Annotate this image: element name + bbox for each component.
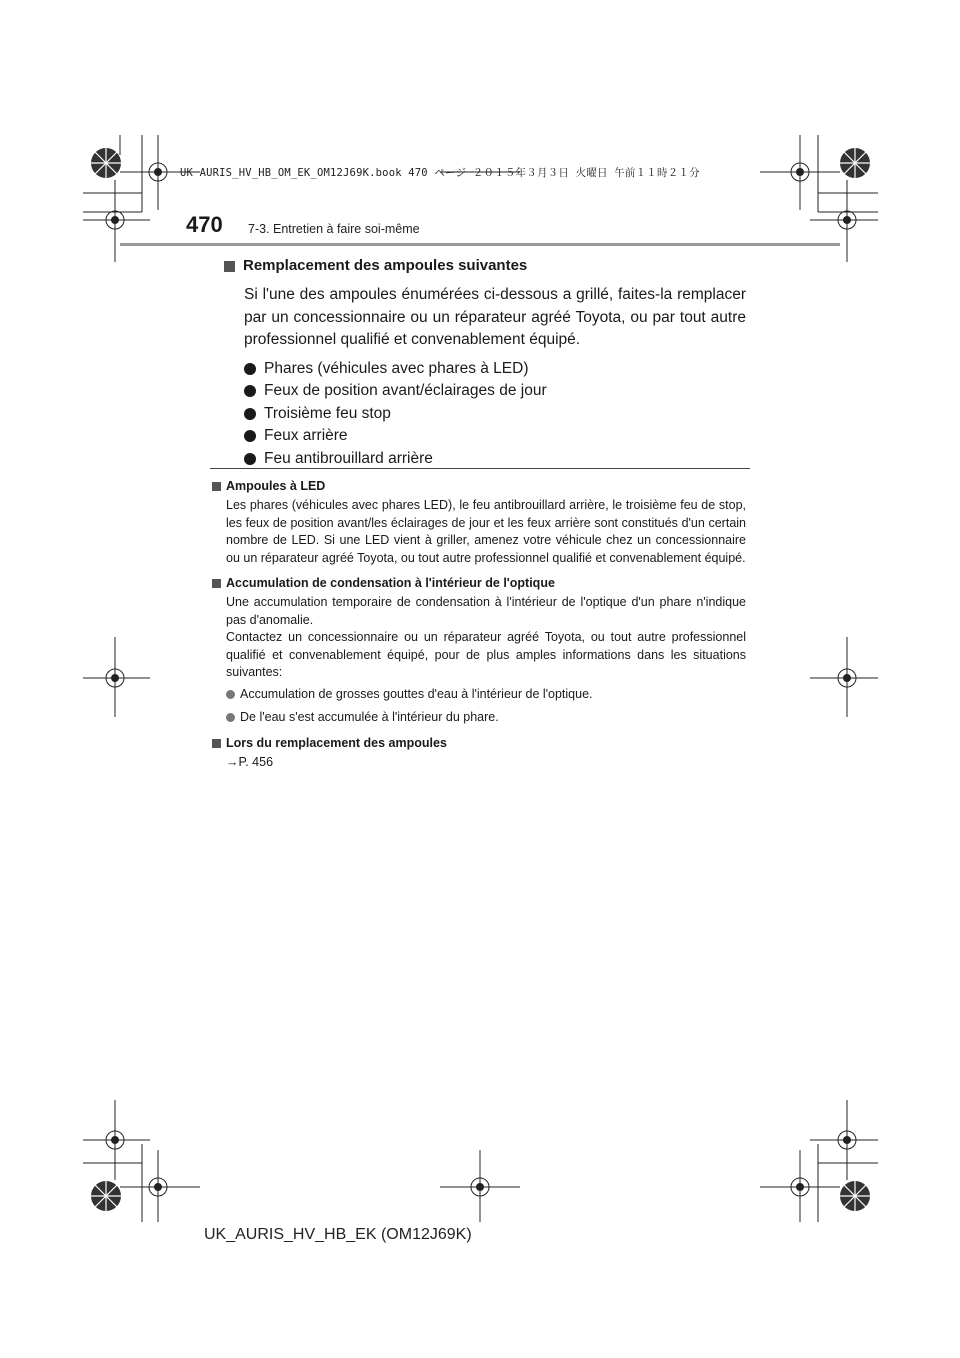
bullet-dot-icon [244,363,256,375]
page-reference-link[interactable]: →P. 456 [226,754,274,769]
list-item: Feux arrière [244,425,746,448]
section-divider [210,468,750,469]
bullet-dot-icon [244,385,256,397]
note-text: Les phares (véhicules avec phares LED), le feu antibrouillard arrière, le troisième feu de stop, les feux de position avant/les éclairages de jour et les feux arrière sont constitués d'un certain nombre de LED. Si une LED vient à griller, amenez votre véhicule chez un concessionnaire ou un réparateur agréé Toyota, ou tout autre professionnel qualifié et convenablement équipé. [226,498,746,565]
bullet-dot-icon [226,690,235,699]
bullet-dot-icon [226,713,235,722]
section-title: 7-3. Entretien à faire soi-même [248,222,420,236]
bullet-dot-icon [244,453,256,465]
square-bullet-icon [212,739,221,748]
square-bullet-icon [212,482,221,491]
note-heading: Accumulation de condensation à l'intérieur de l'optique [212,575,746,592]
note-condensation [212,575,746,727]
header-rule [120,243,840,246]
page-number: 470 [186,212,223,237]
notes-section [212,478,746,779]
note-heading: Ampoules à LED [212,478,746,495]
square-bullet-icon [212,579,221,588]
bulb-list [244,358,746,471]
list-item: Accumulation de grosses gouttes d'eau à l'intérieur de l'optique. [226,686,746,704]
note-text: Une accumulation temporaire de condensation à l'intérieur de l'optique d'un phare n'indique pas d'anomalie. [226,595,746,627]
list-item: De l'eau s'est accumulée à l'intérieur du phare. [226,709,746,727]
list-item: Troisième feu stop [244,403,746,426]
note-heading: Lors du remplacement des ampoules [212,735,746,752]
list-item: Feu antibrouillard arrière [244,448,746,471]
bullet-dot-icon [244,408,256,420]
note-replacing [212,735,746,772]
print-stamp: UK AURIS_HV_HB_OM_EK_OM12J69K.book 470 ページ ２０１５年３月３日 火曜日 午前１１時２１分 [180,167,700,179]
footer-model-code: UK_AURIS_HV_HB_EK (OM12J69K) [204,1226,472,1243]
list-item: Phares (véhicules avec phares à LED) [244,358,746,381]
main-section [224,256,746,470]
main-heading [224,256,746,276]
list-item: Feux de position avant/éclairages de jour [244,380,746,403]
main-paragraph: Si l'une des ampoules énumérées ci-dessous a grillé, faites-la remplacer par un concessionnaire ou un réparateur agréé Toyota, ou par tout autre professionnel qualifié et convenablement équipé. [244,286,746,348]
bullet-dot-icon [244,430,256,442]
main-heading-text: Remplacement des ampoules suivantes [243,257,528,274]
note-text: Contactez un concessionnaire ou un réparateur agréé Toyota, ou tout autre professionnel qualifié et convenablement équipé, pour de plus amples informations dans les situations suivantes: [226,630,746,679]
note-led [212,478,746,567]
note-bullet-list [226,686,746,727]
square-bullet-icon [224,261,235,272]
